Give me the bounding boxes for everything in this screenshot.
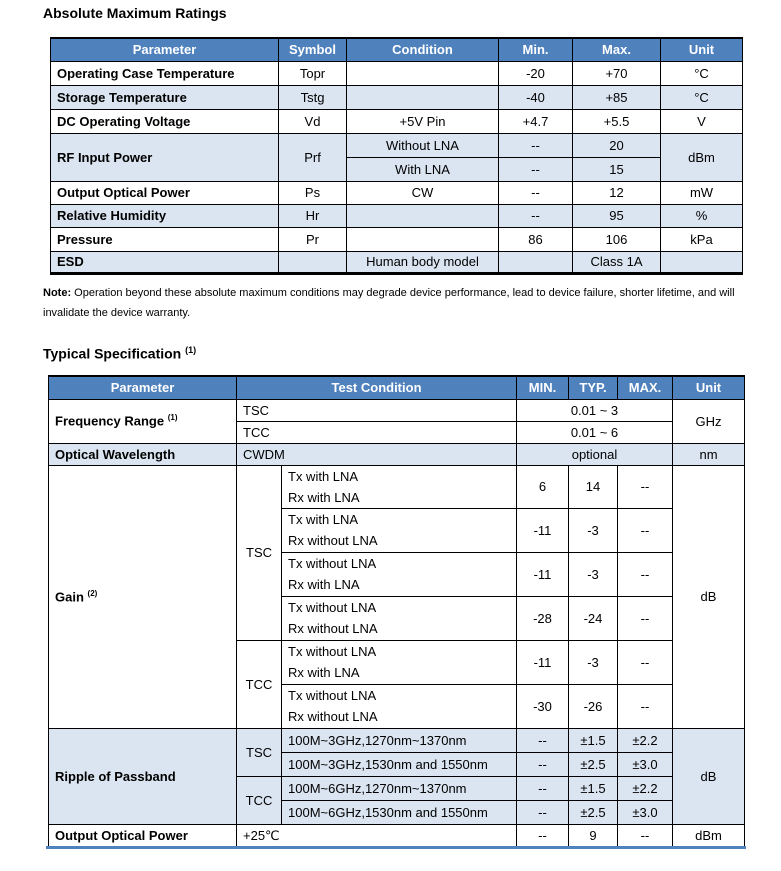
cond-line: Tx without LNA [288, 688, 377, 703]
table-row [49, 824, 745, 847]
cell: 6 [517, 465, 569, 508]
cell: dB [673, 465, 745, 728]
cell: CW [347, 181, 499, 204]
cell [347, 227, 499, 251]
cell: +5.5 [573, 109, 661, 133]
footnote-ref: (2) [87, 588, 98, 598]
cell: -26 [569, 684, 618, 728]
table-bottom-rule [46, 846, 746, 849]
cell [282, 465, 517, 508]
cell: kPa [661, 227, 743, 251]
cell: Vd [279, 109, 347, 133]
cell: -24 [569, 596, 618, 640]
cell: +4.7 [499, 109, 573, 133]
cell [347, 85, 499, 109]
table-row [51, 85, 743, 109]
cell: 20 [573, 133, 661, 157]
param-cell: DC Operating Voltage [51, 109, 279, 133]
cell: 100M~6GHz,1530nm and 1550nm [282, 800, 517, 824]
param-cell: Relative Humidity [51, 204, 279, 227]
cell: ±1.5 [569, 728, 618, 752]
cond-line: Tx without LNA [288, 556, 377, 571]
cell: -28 [517, 596, 569, 640]
cond-line: Rx with LNA [288, 577, 360, 592]
cell: optional [517, 443, 673, 465]
note-label: Note: [43, 287, 72, 299]
col-header: MAX. [618, 376, 673, 399]
table-row [51, 251, 743, 273]
col-header: TYP. [569, 376, 618, 399]
table-row [51, 227, 743, 251]
table-row [51, 109, 743, 133]
cell [282, 508, 517, 552]
col-header: MIN. [517, 376, 569, 399]
col-header: Min. [499, 38, 573, 61]
cell: Tstg [279, 85, 347, 109]
cell: -3 [569, 640, 618, 684]
cell: -- [618, 596, 673, 640]
cell [347, 204, 499, 227]
param-cell: Output Optical Power [51, 181, 279, 204]
cell: -- [517, 776, 569, 800]
cell [282, 640, 517, 684]
abs-max-ratings-table [50, 37, 743, 275]
cell: TCC [237, 421, 517, 443]
cell: -- [618, 684, 673, 728]
table-row [51, 133, 743, 157]
col-header: Max. [573, 38, 661, 61]
cell: TCC [237, 640, 282, 728]
cond-line: Tx with LNA [288, 512, 359, 527]
col-header: Symbol [279, 38, 347, 61]
table-header-row [51, 38, 743, 61]
cell: 86 [499, 227, 573, 251]
cell: °C [661, 85, 743, 109]
cond-line: Rx without LNA [288, 709, 378, 724]
cell: ±2.2 [618, 728, 673, 752]
cell: GHz [673, 399, 745, 443]
cell: -11 [517, 552, 569, 596]
cond-line: Rx with LNA [288, 489, 360, 505]
cell: -- [517, 728, 569, 752]
cell: 100M~3GHz,1530nm and 1550nm [282, 752, 517, 776]
table-row [49, 728, 745, 752]
param-cell: ESD [51, 251, 279, 273]
cell [282, 684, 517, 728]
cell: -40 [499, 85, 573, 109]
table-row [49, 443, 745, 465]
cond-line: Tx without LNA [288, 600, 377, 615]
cell [279, 251, 347, 273]
param-cell: Pressure [51, 227, 279, 251]
cond-line: Tx without LNA [288, 644, 377, 659]
cell: -11 [517, 508, 569, 552]
note-text [43, 283, 743, 323]
cell: -- [499, 133, 573, 157]
table-header-row [49, 376, 745, 399]
cell: -- [618, 508, 673, 552]
cell [282, 552, 517, 596]
cell: TCC [237, 776, 282, 824]
cell: Class 1A [573, 251, 661, 273]
cell [347, 61, 499, 85]
cell: -3 [569, 508, 618, 552]
cell: dBm [673, 824, 745, 847]
cell: dBm [661, 133, 743, 181]
param-label: Frequency Range [55, 413, 165, 429]
cell: -- [517, 800, 569, 824]
cell: 106 [573, 227, 661, 251]
param-cell: RF Input Power [51, 133, 279, 181]
cell: CWDM [237, 443, 517, 465]
cell: TSC [237, 399, 517, 421]
table-row [49, 399, 745, 421]
cond-line: Rx without LNA [288, 621, 378, 636]
cell: Pr [279, 227, 347, 251]
param-cell: Optical Wavelength [49, 443, 237, 465]
cell: Human body model [347, 251, 499, 273]
cell [282, 596, 517, 640]
cond-line: Tx with LNA [288, 468, 359, 484]
cell: TSC [237, 465, 282, 640]
cond-line: Rx with LNA [288, 665, 360, 680]
cell: -- [618, 824, 673, 847]
typical-spec-title-text: Typical Specification [43, 345, 182, 362]
cell: Without LNA [347, 133, 499, 157]
cell: -20 [499, 61, 573, 85]
typical-spec-table [48, 375, 745, 848]
footnote-ref: (1) [185, 345, 197, 355]
cell: 0.01 ~ 6 [517, 421, 673, 443]
note-body: Operation beyond these absolute maximum conditions may degrade device performance, lead to device failure, shorter lifetime, and will invalidate the device warranty. [43, 287, 735, 319]
cell: 100M~3GHz,1270nm~1370nm [282, 728, 517, 752]
cell: Topr [279, 61, 347, 85]
cell: ±2.5 [569, 800, 618, 824]
param-cell [49, 465, 237, 728]
cell: ±2.2 [618, 776, 673, 800]
cell: With LNA [347, 157, 499, 181]
cell: +70 [573, 61, 661, 85]
cell: +85 [573, 85, 661, 109]
param-cell: Storage Temperature [51, 85, 279, 109]
param-cell: Output Optical Power [49, 824, 237, 847]
cell: 12 [573, 181, 661, 204]
cell: 0.01 ~ 3 [517, 399, 673, 421]
cell: nm [673, 443, 745, 465]
cell: 95 [573, 204, 661, 227]
cell: 15 [573, 157, 661, 181]
cell: Hr [279, 204, 347, 227]
cell [661, 251, 743, 273]
col-header: Unit [661, 38, 743, 61]
param-cell: Ripple of Passband [49, 728, 237, 824]
table-row [51, 204, 743, 227]
cell: -3 [569, 552, 618, 596]
param-cell: Operating Case Temperature [51, 61, 279, 85]
cell: % [661, 204, 743, 227]
typical-spec-title [43, 345, 196, 362]
table-row [51, 61, 743, 85]
cell: -- [499, 181, 573, 204]
cell: -- [517, 752, 569, 776]
cell: -11 [517, 640, 569, 684]
table-row [49, 465, 745, 508]
cell: 14 [569, 465, 618, 508]
col-header: Test Condition [237, 376, 517, 399]
cell: -- [618, 465, 673, 508]
cell: Ps [279, 181, 347, 204]
cell: ±3.0 [618, 752, 673, 776]
col-header: Unit [673, 376, 745, 399]
cond-line: Rx without LNA [288, 533, 378, 548]
col-header: Parameter [51, 38, 279, 61]
cell: 100M~6GHz,1270nm~1370nm [282, 776, 517, 800]
cell: +5V Pin [347, 109, 499, 133]
cell: mW [661, 181, 743, 204]
col-header: Parameter [49, 376, 237, 399]
cell: ±3.0 [618, 800, 673, 824]
table-row [51, 181, 743, 204]
cell: TSC [237, 728, 282, 776]
param-label: Gain [55, 589, 84, 605]
abs-max-ratings-title: Absolute Maximum Ratings [43, 5, 227, 21]
cell: -- [499, 157, 573, 181]
cell: Prf [279, 133, 347, 181]
cell: ±1.5 [569, 776, 618, 800]
cell: +25℃ [237, 824, 517, 847]
cell: -- [618, 640, 673, 684]
cell: -30 [517, 684, 569, 728]
col-header: Condition [347, 38, 499, 61]
cell: -- [517, 824, 569, 847]
cell: -- [499, 204, 573, 227]
cell: V [661, 109, 743, 133]
cell: 9 [569, 824, 618, 847]
cell: ±2.5 [569, 752, 618, 776]
param-cell [49, 399, 237, 443]
cell [499, 251, 573, 273]
cell: dB [673, 728, 745, 824]
footnote-ref: (1) [167, 413, 178, 423]
cell: -- [618, 552, 673, 596]
cell: °C [661, 61, 743, 85]
